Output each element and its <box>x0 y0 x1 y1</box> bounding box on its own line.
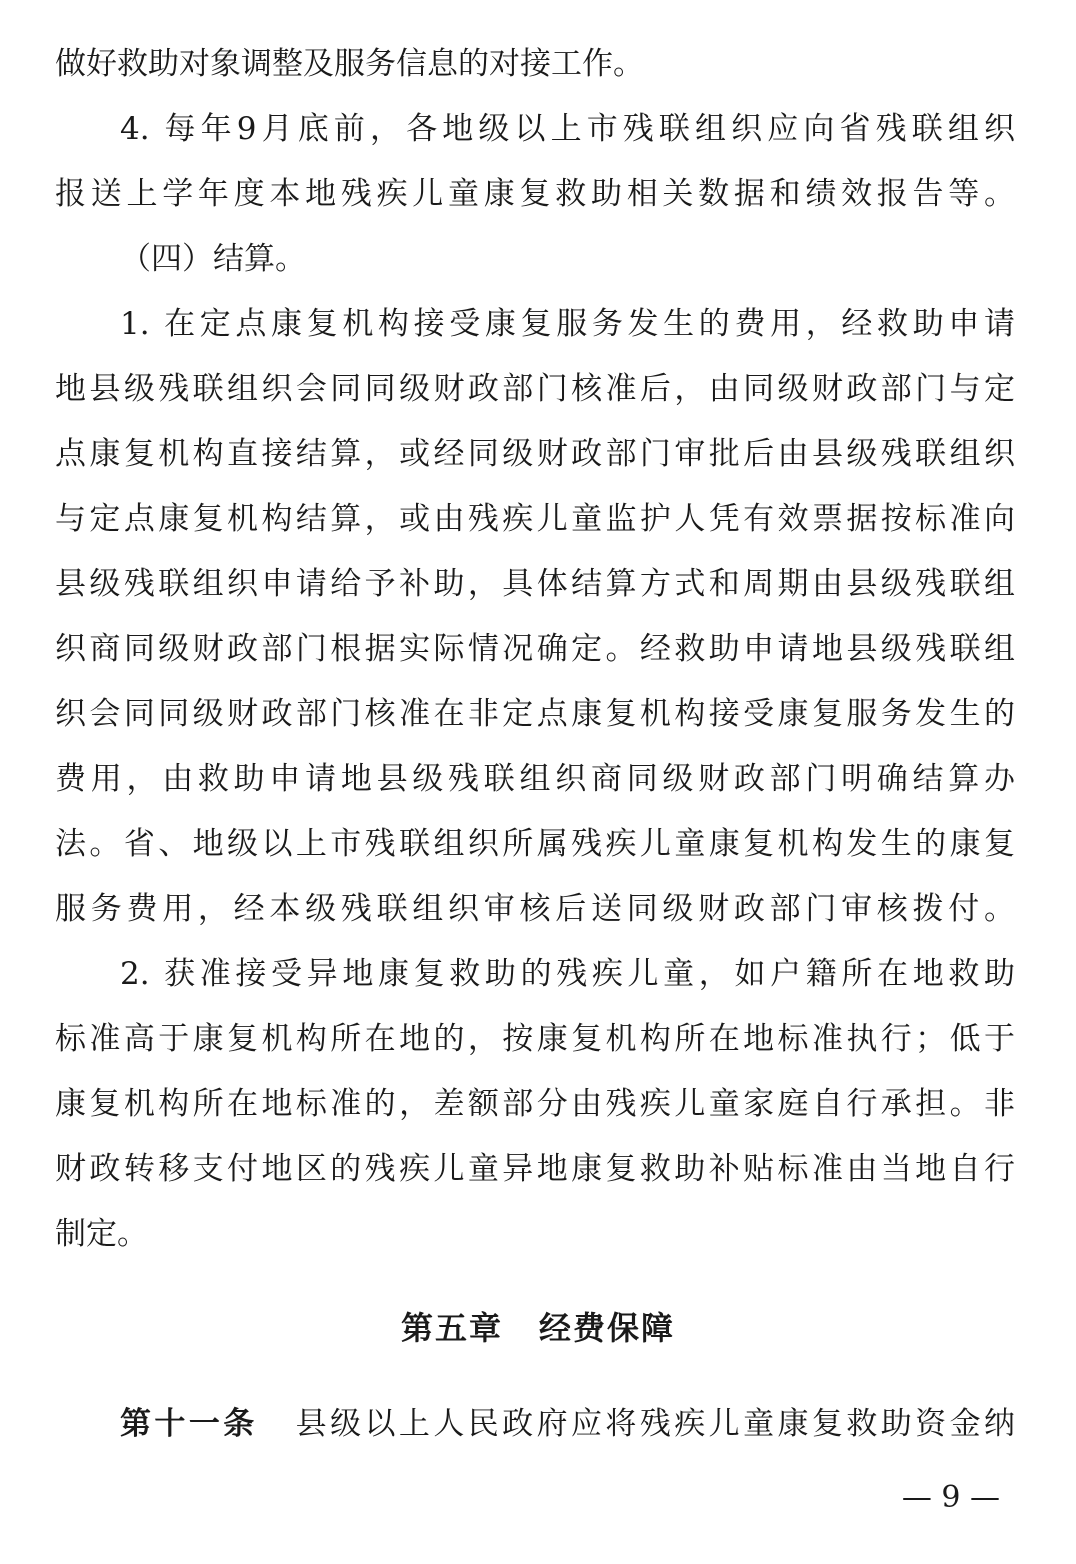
text-line-13: 法。省、地级以上市残联组织所属残疾儿童康复机构发生的康复 <box>55 826 1015 862</box>
text-line-17: 康复机构所在地标准的，差额部分由残疾儿童家庭自行承担。非 <box>55 1086 1015 1122</box>
text-line-2: 4. 每年9月底前，各地级以上市残联组织应向省残联组织 <box>120 111 1015 147</box>
text-line-5: 1. 在定点康复机构接受康复服务发生的费用，经救助申请 <box>120 306 1015 342</box>
text-line-1: 做好救助对象调整及服务信息的对接工作。 <box>55 46 644 82</box>
text-line-19: 制定。 <box>55 1216 148 1252</box>
page-number: — 9 — <box>901 1480 1000 1515</box>
text-line-16: 标准高于康复机构所在地的，按康复机构所在地标准执行；低于 <box>55 1021 1015 1057</box>
text-line-10: 织商同级财政部门根据实际情况确定。经救助申请地县级残联组 <box>55 631 1015 667</box>
text-line-14: 服务费用，经本级残联组织审核后送同级财政部门审核拨付。 <box>55 891 1015 927</box>
section-heading: （四）结算。 <box>120 241 306 277</box>
text-line-11: 织会同同级财政部门核准在非定点康复机构接受康复服务发生的 <box>55 696 1015 732</box>
text-line-12: 费用，由救助申请地县级残联组织商同级财政部门明确结算办 <box>55 761 1015 797</box>
chapter-number: 第五章 <box>400 1309 503 1347</box>
article-heading: 第十一条 <box>120 1406 258 1442</box>
text-line-8: 与定点康复机构结算，或由残疾儿童监护人凭有效票据按标准向 <box>55 501 1015 537</box>
text-line-3: 报送上学年度本地残疾儿童康复救助相关数据和绩效报告等。 <box>55 176 1015 212</box>
chapter-heading <box>0 1300 1076 1356</box>
text-line-7: 点康复机构直接结算，或经同级财政部门审批后由县级残联组织 <box>55 436 1015 472</box>
chapter-title: 经费保障 <box>539 1309 676 1347</box>
text-line-15: 2. 获准接受异地康复救助的残疾儿童，如户籍所在地救助 <box>120 956 1015 992</box>
article-line <box>120 1396 1015 1452</box>
text-line-9: 县级残联组织申请给予补助，具体结算方式和周期由县级残联组 <box>55 566 1015 602</box>
text-line-6: 地县级残联组织会同同级财政部门核准后，由同级财政部门与定 <box>55 371 1015 407</box>
text-line-18: 财政转移支付地区的残疾儿童异地康复救助补贴标准由当地自行 <box>55 1151 1015 1187</box>
article-text: 县级以上人民政府应将残疾儿童康复救助资金纳 <box>295 1406 1016 1442</box>
